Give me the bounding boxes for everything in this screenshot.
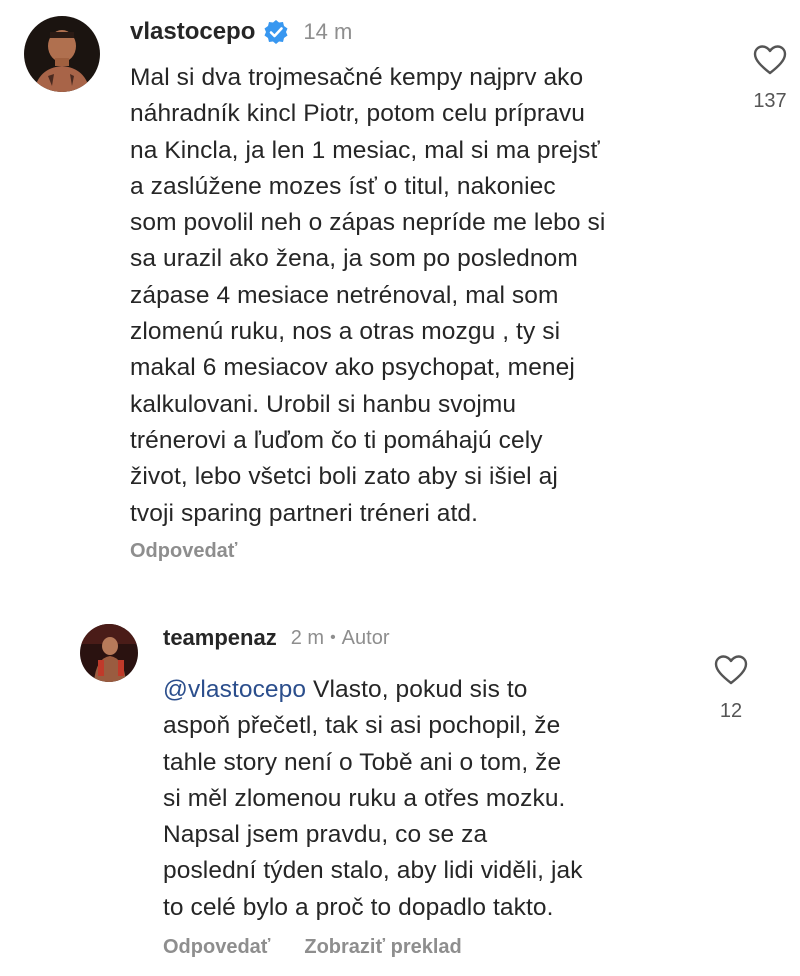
comment-time: 2 m <box>290 626 325 649</box>
comment-text: Mal si dva trojmesačné kempy najprv ako náhradník kincl Piotr, potom celu prípravu na Kincla, ja len 1 mesiac, mal si ma prejsť a zaslúžene mozes ísť o titul, nakoniec som povolil neh o zápas nepríde me lebo si sa urazil ako žena, ja som po poslednom zápase 4 mesiace netrénoval, mal som zlomenú ruku, nos a otras mozgu , ty si makal 6 mesiacov ako psychopat, menej kalkulovani. Urobil si hanbu svojmu trénerovi a ľuďom čo ti pomáhajú cely život, lebo všetci boli zato aby si išiel aj tvoji sparing partneri tréneri atd. <box>130 64 606 527</box>
heart-icon[interactable] <box>714 654 748 686</box>
author-tag: Autor <box>341 626 390 649</box>
mention-link[interactable]: @vlastocepo <box>163 676 307 703</box>
like-count: 137 <box>753 90 787 112</box>
translate-button[interactable]: Zobraziť preklad <box>304 936 462 958</box>
comment-actions <box>163 936 462 959</box>
comment-actions <box>130 540 237 563</box>
comment-text-body: Vlasto, pokud sis to aspoň přečetl, tak si asi pochopil, že tahle story není o Tobě ani o tom, že si měl zlomenou ruku a otřes mozku. Napsal jsem pravdu, co se za poslední týden stalo, aby lidi viděli, jak to celé bylo a proč to dopadlo takto. <box>163 676 583 921</box>
reply-comment <box>0 610 800 976</box>
like-control <box>745 44 795 113</box>
username[interactable]: vlastocepo <box>130 18 256 45</box>
comment-time: 14 m <box>303 19 353 44</box>
avatar[interactable] <box>24 16 100 92</box>
verified-badge-icon <box>263 19 289 45</box>
avatar[interactable] <box>80 624 138 682</box>
username[interactable]: teampenaz <box>163 625 277 650</box>
comment-header <box>130 14 352 50</box>
comment-text <box>163 672 703 926</box>
heart-icon[interactable] <box>753 44 787 76</box>
reply-button[interactable]: Odpovedať <box>130 540 238 562</box>
like-control <box>706 654 756 723</box>
reply-button[interactable]: Odpovedať <box>163 936 271 958</box>
comment-header <box>163 622 389 654</box>
avatar-image-icon <box>80 624 138 682</box>
separator-dot: • <box>330 629 336 646</box>
like-count: 12 <box>719 700 743 722</box>
avatar-image-icon <box>24 16 100 92</box>
